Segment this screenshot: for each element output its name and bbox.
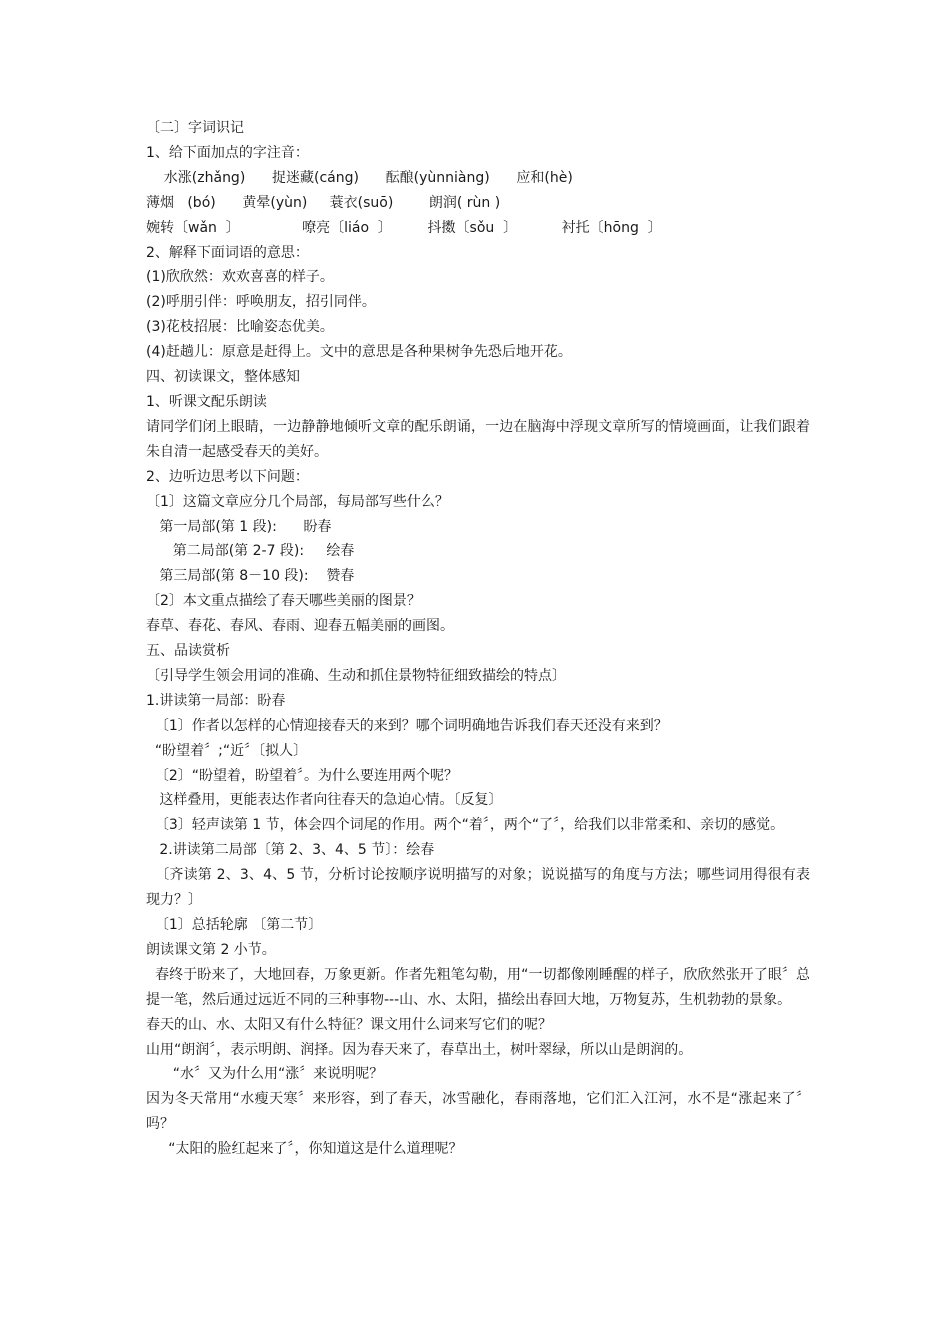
subheading-part-2: 2.讲读第二局部〔第 2、3、4、5 节〕：绘春 xyxy=(146,842,435,859)
structure-part-1: 第一局部(第 1 段): 盼春 xyxy=(146,518,332,535)
question-pinyin: 1、给下面加点的字注音： xyxy=(146,144,309,161)
step-think-questions: 2、边听边思考以下问题： xyxy=(146,468,309,485)
answer-mood: “盼望着〞;“近〞〔拟人〕 xyxy=(146,742,308,759)
question-mood: 〔1〕作者以怎样的心情迎接春天的来到？哪个词明确地告诉我们春天还没有来到？ xyxy=(146,717,668,734)
instruction-group-reading: 〔齐读第 2、3、4、5 节，分析讨论按顺序说明描写的对象；说说描写的角度与方法；哪些词用得很有表现力？〕 xyxy=(146,867,810,909)
word-explanation-1: (1)欣欣然：欢欢喜喜的样子。 xyxy=(146,269,334,286)
section-heading-word-recognition: 〔二〕字词识记 xyxy=(146,120,244,136)
section-heading-first-reading: 四、初读课文，整体感知 xyxy=(146,369,300,386)
question-sun: “太阳的脸红起来了〞，你知道这是什么道理呢？ xyxy=(146,1141,463,1158)
answer-scenes: 春草、春花、春风、春雨、迎春五幅美丽的画图。 xyxy=(146,618,454,635)
question-water: “水〞又为什么用“涨〞来说明呢？ xyxy=(146,1066,384,1083)
answer-water: 因为冬天常用“水瘦天寒〞来形容，到了春天，冰雪融化，春雨落地，它们汇入江河，水不是“涨起来了〞吗？ xyxy=(146,1091,810,1133)
answer-mountain: 山用“朗润〞，表示明朗、润择。因为春天来了，春草出土，树叶翠绿，所以山是朗润的。 xyxy=(146,1041,693,1058)
step-listen-reading: 1、听课文配乐朗读 xyxy=(146,393,267,410)
pinyin-row-1: 水涨(zhǎng) 捉迷藏(cáng) 酝酿(yùnniàng) 应和(hè) xyxy=(146,169,573,186)
paragraph-listen-instruction: 请同学们闭上眼睛，一边静静地倾听文章的配乐朗诵，一边在脑海中浮现文章所写的情境画面，让我们跟着朱自清一起感受春天的美好。 xyxy=(146,418,810,460)
question-word-endings: 〔3〕轻声读第 1 节，体会四个词尾的作用。两个“着〞，两个“了〞，给我们以非常柔和、亲切的感觉。 xyxy=(146,817,785,834)
instruction-read-section-2: 朗读课文第 2 小节。 xyxy=(146,941,276,958)
word-explanation-3: (3)花枝招展：比喻姿态优美。 xyxy=(146,319,334,336)
pinyin-row-3: 婉转〔wǎn 〕 嘹亮〔liáo 〕 抖擞〔sǒu 〕 衬托〔hōng 〕 xyxy=(146,219,662,236)
structure-part-3: 第三局部(第 8－10 段): 赞春 xyxy=(146,568,355,585)
question-features: 春天的山、水、太阳又有什么特征？课文用什么词来写它们的呢？ xyxy=(146,1016,552,1033)
word-explanation-4: (4)赶趟儿：原意是赶得上。文中的意思是各种果树争先恐后地开花。 xyxy=(146,344,572,361)
word-explanation-2: (2)呼朋引伴：呼唤朋友，招引同伴。 xyxy=(146,294,376,311)
section-heading-appreciation: 五、品读赏析 xyxy=(146,643,230,660)
subheading-outline: 〔1〕总括轮廓 〔第二节〕 xyxy=(146,917,323,933)
question-scenes: 〔2〕本文重点描绘了春天哪些美丽的图景？ xyxy=(146,593,421,610)
subheading-part-1: 1.讲读第一局部：盼春 xyxy=(146,692,286,709)
pinyin-row-2: 薄烟 (bó) 黄晕(yùn) 蓑衣(suō) 朗润( rùn ) xyxy=(146,194,501,211)
question-explain-words: 2、解释下面词语的意思： xyxy=(146,244,309,261)
answer-repetition: 这样叠用，更能表达作者向往春天的急迫心情。〔反复〕 xyxy=(146,792,503,809)
question-repetition: 〔2〕“盼望着，盼望着〞。为什么要连用两个呢？ xyxy=(146,767,459,784)
guidance-note: 〔引导学生领会用词的准确、生动和抓住景物特征细致描绘的特点〕 xyxy=(146,667,566,684)
structure-part-2: 第二局部(第 2-7 段): 绘春 xyxy=(146,543,355,560)
question-structure: 〔1〕这篇文章应分几个局部，每局部写些什么？ xyxy=(146,493,449,510)
document-body xyxy=(146,116,810,1162)
paragraph-spring-arrives: 春终于盼来了，大地回春，万象更新。作者先粗笔勾勒，用“一切都像刚睡醒的样子，欣欣然张开了眼〞总提一笔，然后通过远近不同的三种事物---山、水、太阳，描绘出春回大地，万物复苏，生机勃勃的景象。 xyxy=(146,966,810,1008)
